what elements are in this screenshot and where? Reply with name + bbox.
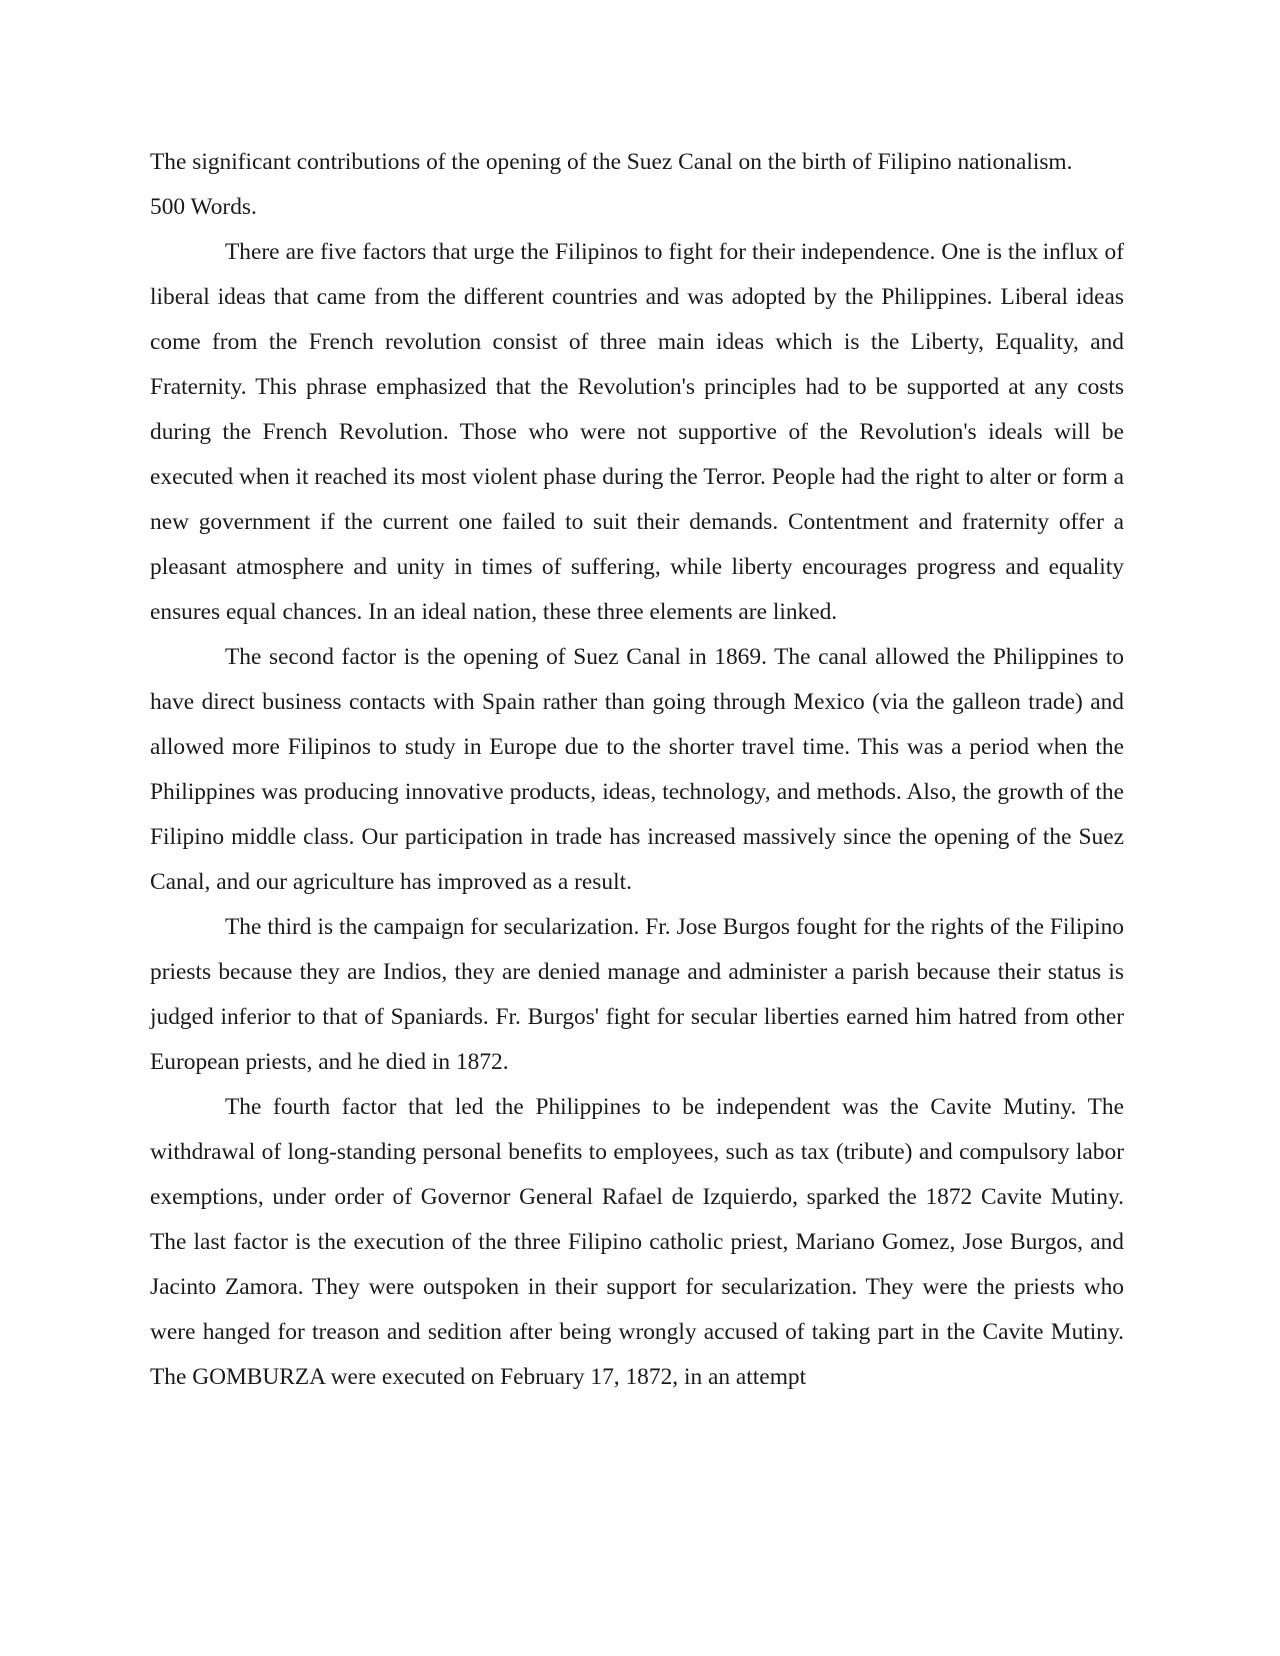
document-body bbox=[150, 140, 1124, 1400]
paragraph-secularization: The third is the campaign for secularization. Fr. Jose Burgos fought for the rights of the Filipino priests because they are Indios, they are denied manage and administer a parish because their status is judged inferior to that of Spaniards. Fr. Burgos' fight for secular liberties earned him hatred from other European priests, and he died in 1872. bbox=[150, 914, 1124, 1075]
paragraph-suez-canal: The second factor is the opening of Suez Canal in 1869. The canal allowed the Philippines to have direct business contacts with Spain rather than going through Mexico (via the galleon trade) and allowed more Filipinos to study in Europe due to the shorter travel time. This was a period when the Philippines was producing innovative products, ideas, technology, and methods. Also, the growth of the Filipino middle class. Our participation in trade has increased massively since the opening of the Suez Canal, and our agriculture has improved as a result. bbox=[150, 644, 1124, 895]
paragraph-liberal-ideas: There are five factors that urge the Filipinos to fight for their independence. One is the influx of liberal ideas that came from the different countries and was adopted by the Philippines. Liberal ideas come from the French revolution consist of three main ideas which is the Liberty, Equality, and Fraternity. This phrase emphasized that the Revolution's principles had to be supported at any costs during the French Revolution. Those who were not supportive of the Revolution's ideals will be executed when it reached its most violent phase during the Terror. People had the right to alter or form a new government if the current one failed to suit their demands. Contentment and fraternity offer a pleasant atmosphere and unity in times of suffering, while liberty encourages progress and equality ensures equal chances. In an ideal nation, these three elements are linked. bbox=[150, 239, 1124, 625]
document-title: The significant contributions of the opening of the Suez Canal on the birth of Filipino nationalism. bbox=[150, 149, 1073, 175]
paragraph-cavite-mutiny: The fourth factor that led the Philippines to be independent was the Cavite Mutiny. The withdrawal of long-standing personal benefits to employees, such as tax (tribute) and compulsory labor exemptions, under order of Governor General Rafael de Izquierdo, sparked the 1872 Cavite Mutiny. The last factor is the execution of the three Filipino catholic priest, Mariano Gomez, Jose Burgos, and Jacinto Zamora. They were outspoken in their support for secularization. They were the priests who were hanged for treason and sedition after being wrongly accused of taking part in the Cavite Mutiny. The GOMBURZA were executed on February 17, 1872, in an attempt bbox=[150, 1094, 1124, 1390]
word-count: 500 Words. bbox=[150, 194, 257, 220]
